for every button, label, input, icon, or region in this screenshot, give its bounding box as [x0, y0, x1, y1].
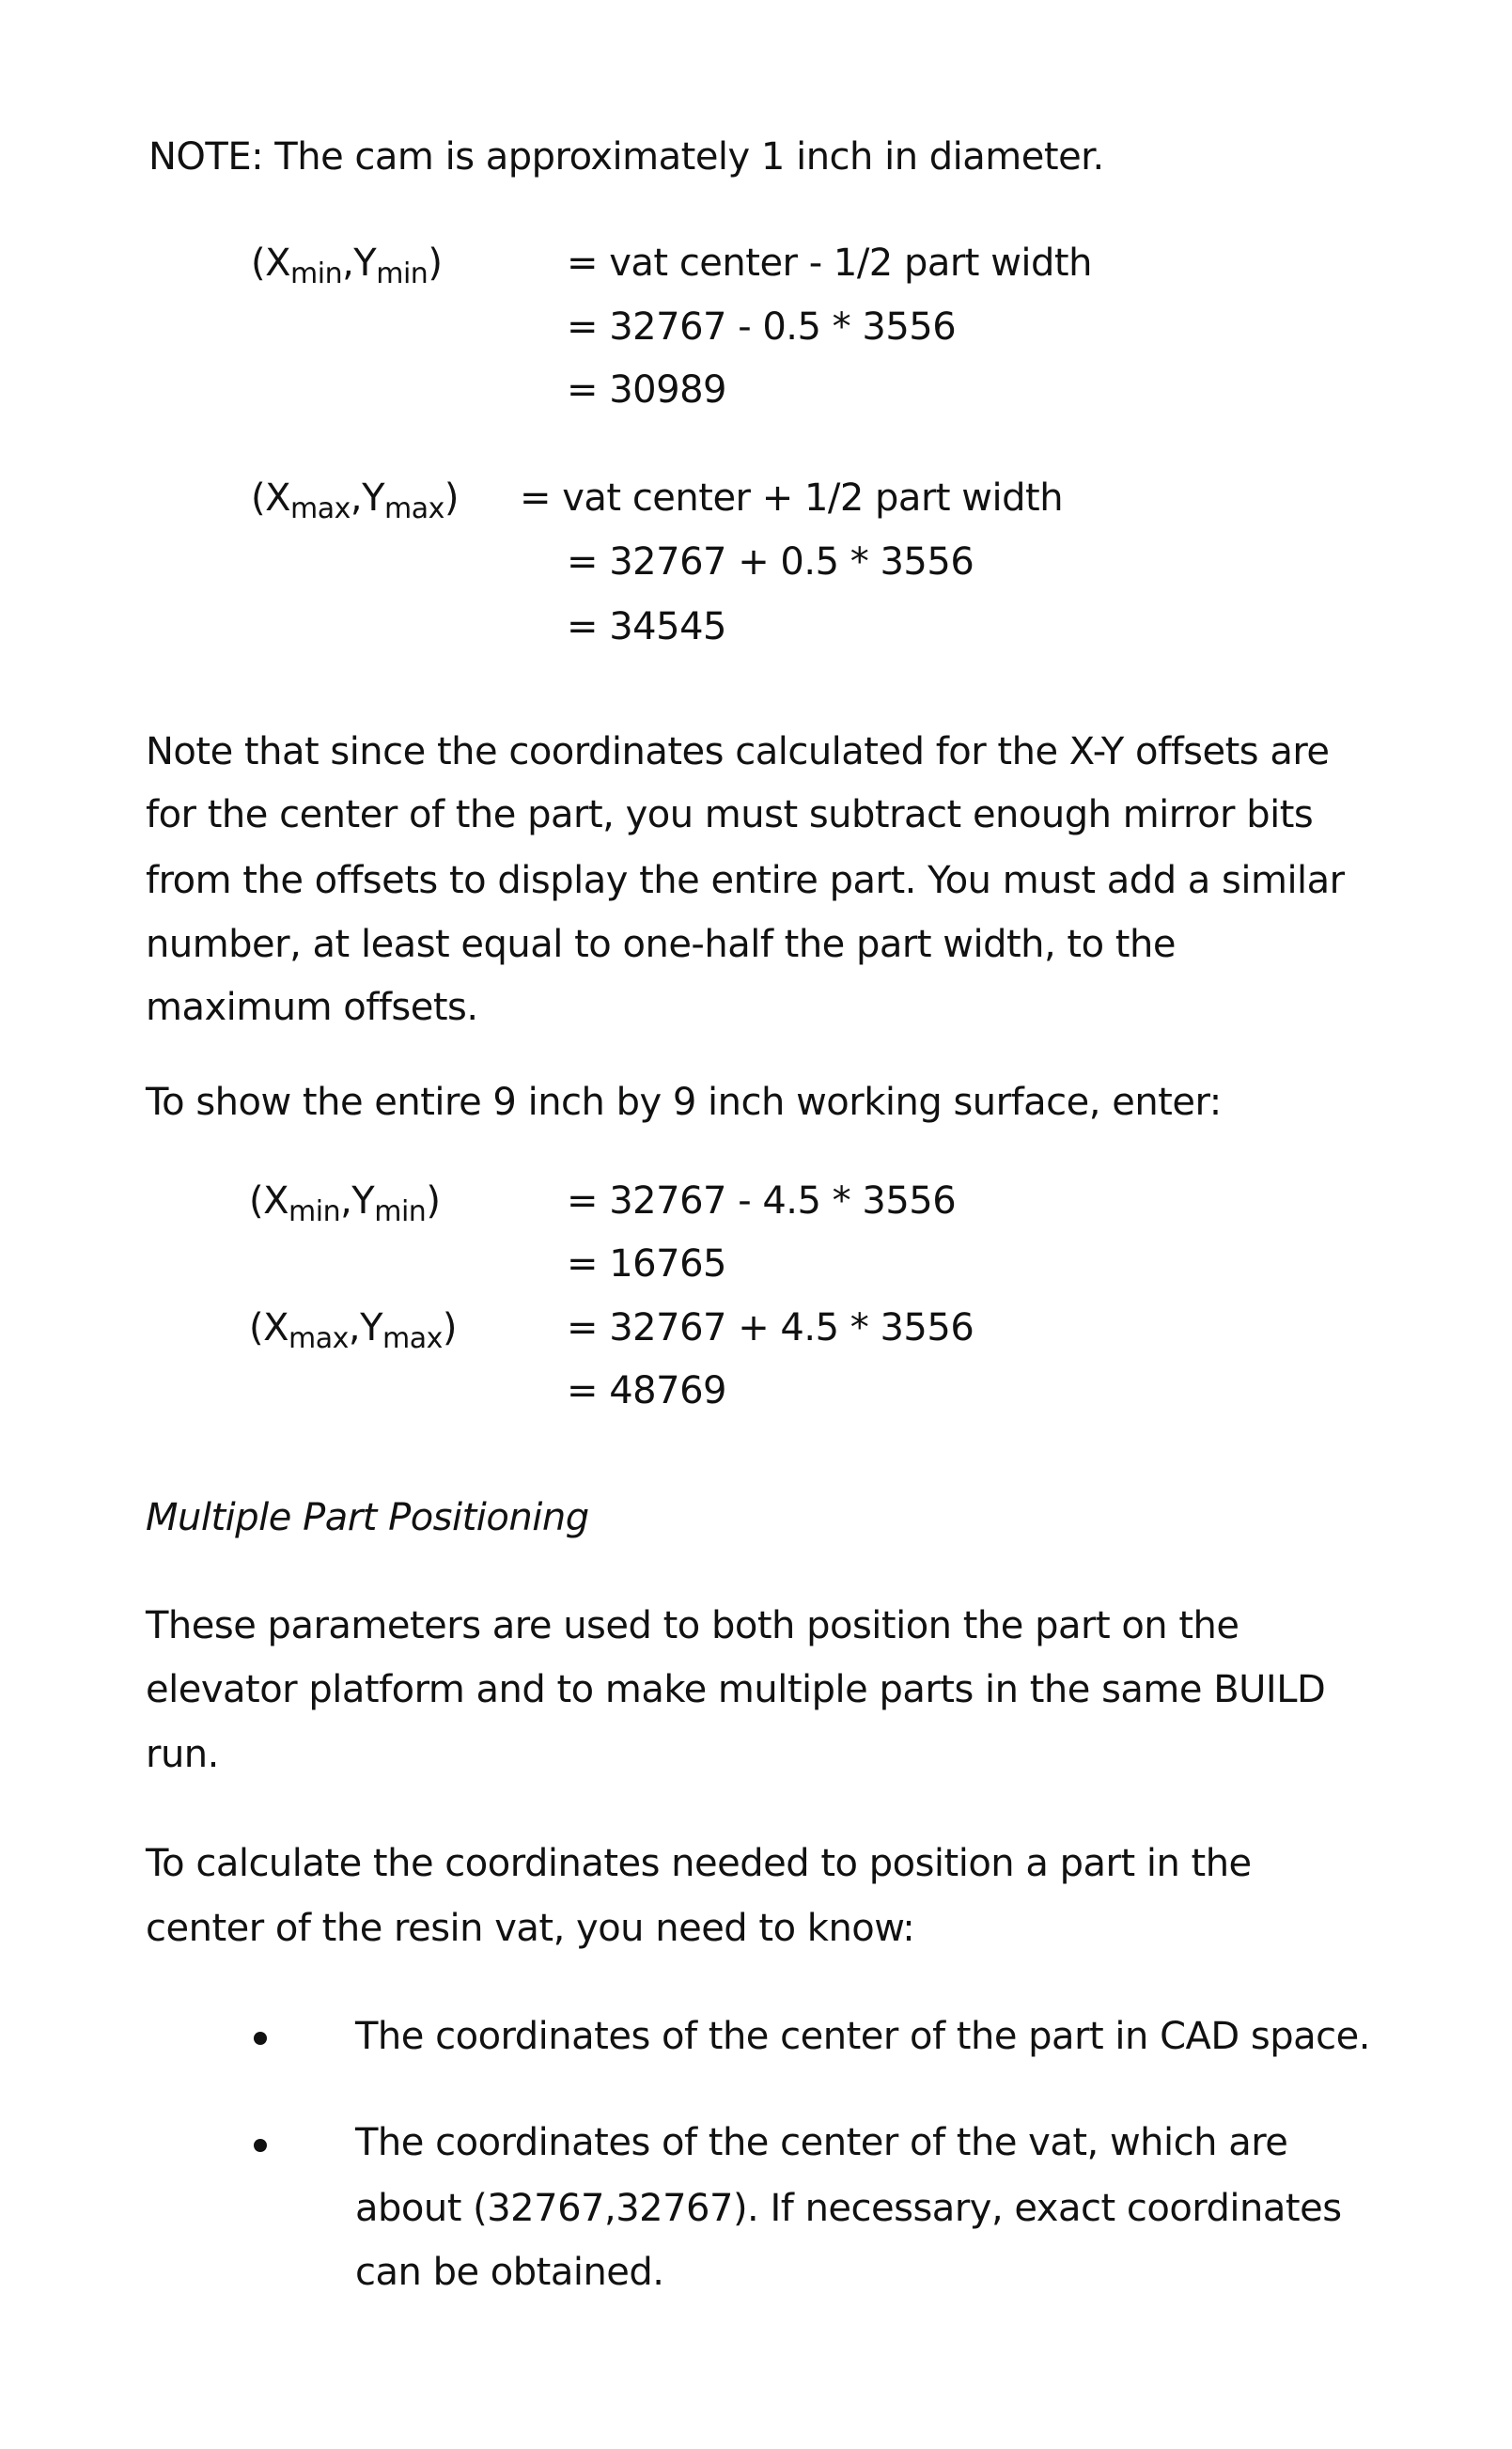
paragraph-line: center of the resin vat, you need to know:: [146, 1896, 914, 1960]
bullet-icon: [254, 2139, 267, 2152]
paragraph-line: elevator platform and to make multiple parts in the same BUILD: [146, 1658, 1325, 1722]
min-label: [251, 231, 442, 295]
equation-line: = 34545: [567, 595, 726, 659]
paragraph-line: To calculate the coordinates needed to position a part in the: [146, 1832, 1252, 1895]
subscript: max: [288, 1322, 349, 1355]
note-text: NOTE: The cam is approximately 1 inch in diameter.: [148, 125, 1104, 189]
paragraph-line: Note that since the coordinates calculated for the X-Y offsets are: [146, 720, 1330, 784]
max-label: [249, 1296, 457, 1360]
equation-line: = 32767 + 0.5 * 3556: [567, 530, 974, 594]
bullet-text: can be obtained.: [355, 2240, 664, 2304]
label-part: ): [443, 1306, 457, 1349]
subscript: max: [384, 492, 444, 525]
equation-line: = vat center - 1/2 part width: [567, 231, 1092, 295]
min-label: [249, 1169, 440, 1233]
paragraph-line: These parameters are used to both position the part on the: [146, 1594, 1239, 1658]
bullet-text: about (32767,32767). If necessary, exact coordinates: [355, 2176, 1342, 2240]
equation-line: = 32767 - 4.5 * 3556: [567, 1169, 956, 1233]
subscript: min: [288, 1195, 340, 1228]
paragraph-line: run.: [146, 1723, 219, 1786]
equation-line: = 48769: [567, 1359, 726, 1423]
section-heading: Multiple Part Positioning: [146, 1486, 589, 1550]
subscript: max: [382, 1322, 443, 1355]
paragraph-line: maximum offsets.: [146, 975, 478, 1039]
bullet-text: The coordinates of the center of the part in CAD space.: [355, 2004, 1370, 2068]
bullet-text: The coordinates of the center of the vat, which are: [355, 2111, 1287, 2175]
subscript: min: [376, 257, 428, 290]
subscript: min: [290, 257, 342, 290]
bullet-icon: [254, 2032, 267, 2045]
equation-line: = vat center + 1/2 part width: [520, 466, 1063, 530]
equation-line: = 30989: [567, 358, 726, 422]
label-part: ,Y: [342, 242, 376, 285]
label-part: (X: [251, 476, 290, 520]
label-part: (X: [249, 1306, 288, 1349]
paragraph-line: from the offsets to display the entire part. You must add a similar: [146, 849, 1345, 913]
paragraph-line: number, at least equal to one-half the part width, to the: [146, 913, 1176, 976]
equation-line: = 32767 - 0.5 * 3556: [567, 295, 956, 359]
label-part: ,Y: [349, 1306, 382, 1349]
label-part: ): [428, 242, 442, 285]
label-part: ): [426, 1179, 440, 1223]
label-part: ,Y: [351, 476, 384, 520]
label-part: (X: [251, 242, 290, 285]
label-part: (X: [249, 1179, 288, 1223]
paragraph-line: To show the entire 9 inch by 9 inch working surface, enter:: [146, 1070, 1222, 1134]
equation-line: = 16765: [567, 1232, 726, 1296]
label-part: ,Y: [340, 1179, 374, 1223]
equation-line: = 32767 + 4.5 * 3556: [567, 1296, 974, 1360]
label-part: ): [444, 476, 459, 520]
max-label: [251, 466, 459, 530]
subscript: max: [290, 492, 351, 525]
paragraph-line: for the center of the part, you must subtract enough mirror bits: [146, 783, 1313, 847]
subscript: min: [374, 1195, 426, 1228]
